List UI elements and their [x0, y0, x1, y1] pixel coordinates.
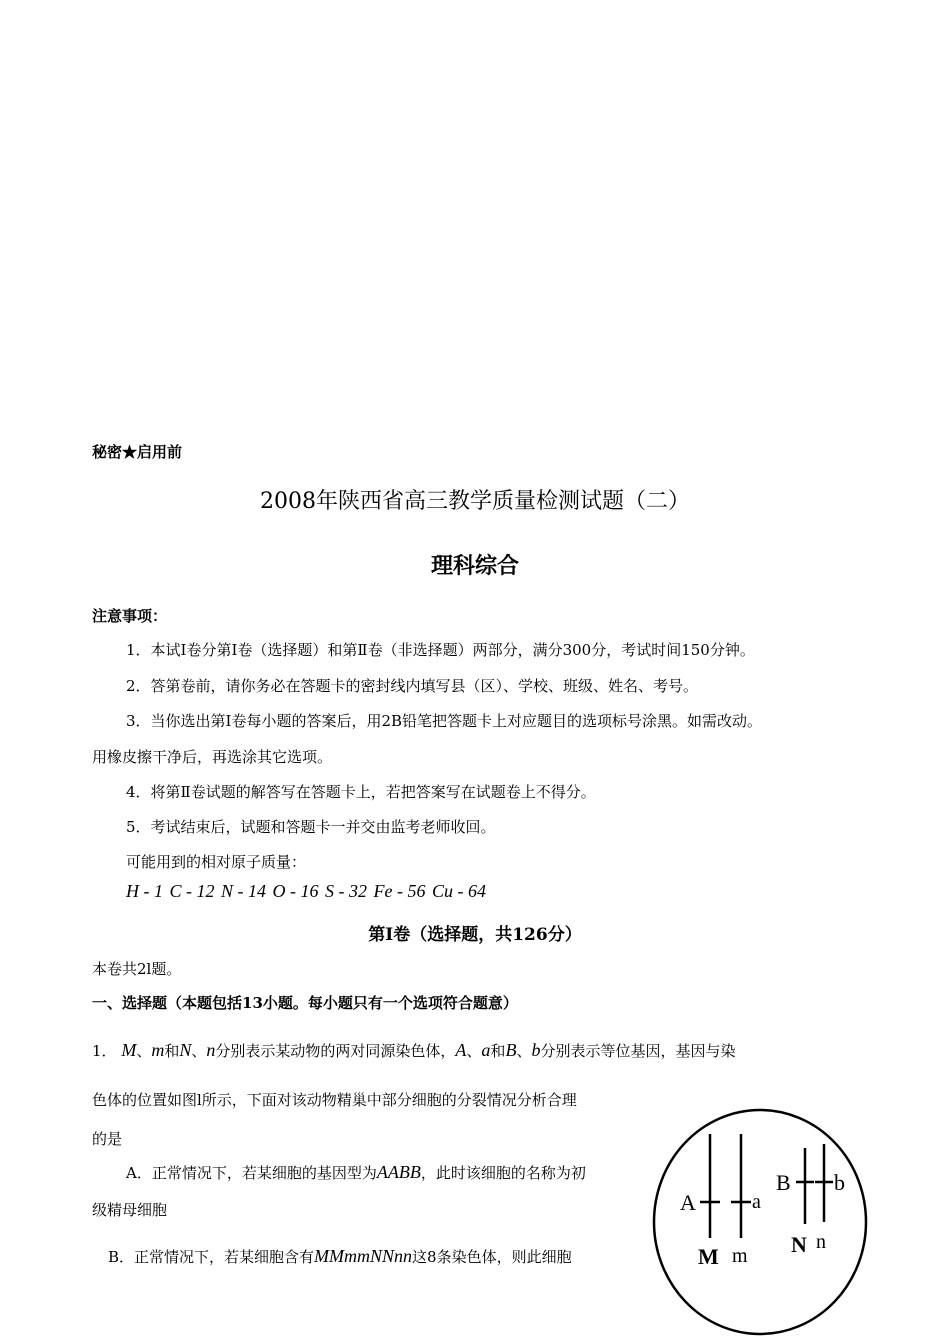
symbol-M: M — [121, 1040, 137, 1060]
question-1-line2: 色体的位置如图l所示，下面对该动物精巢中部分细胞的分裂情况分析合理 — [92, 1091, 577, 1109]
symbol-b: b — [531, 1040, 541, 1060]
symbol-A: A — [455, 1040, 467, 1060]
section-heading: 一、选择题（本题包括13小题。每小题只有一个选项符合题意） — [92, 994, 518, 1012]
label-n: n — [816, 1231, 826, 1253]
label-m: m — [732, 1245, 748, 1267]
cell-outline — [654, 1110, 866, 1334]
mass-o: O - 16 — [272, 881, 319, 901]
question-1-line1 — [92, 1040, 735, 1061]
option-a — [126, 1162, 586, 1183]
q1-text: 分别表示等位基因，基因与染 — [540, 1042, 736, 1060]
notice-item-4: 4．将第Ⅱ卷试题的解答写在答题卡上，若把答案写在试题卷上不得分。 — [126, 783, 596, 801]
atomic-masses — [126, 881, 488, 902]
option-a-text: ，此时该细胞的名称为初 — [420, 1164, 586, 1182]
option-a-cont: 级精母细胞 — [92, 1201, 168, 1219]
question-number: 1． — [92, 1042, 117, 1060]
label-M: M — [698, 1244, 719, 1269]
symbol-N: N — [179, 1040, 192, 1060]
symbol-a: a — [481, 1040, 491, 1060]
label-B: B — [776, 1170, 791, 1195]
option-b-text: 这8条染色体，则此细胞 — [412, 1248, 572, 1266]
sep: 、 — [191, 1042, 207, 1060]
masses-label: 可能用到的相对原子质量： — [126, 853, 307, 871]
label-b: b — [834, 1170, 845, 1195]
notice-heading: 注意事项： — [92, 607, 168, 625]
symbol-B: B — [505, 1040, 517, 1060]
secret-mark: 秘密★启用前 — [92, 443, 183, 461]
notice-item-3-cont: 用橡皮擦干净后，再选涂其它选项。 — [92, 748, 333, 766]
sep: 、 — [136, 1042, 152, 1060]
mass-c: C - 12 — [169, 881, 215, 901]
page-subtitle: 理科综合 — [430, 553, 519, 579]
option-b — [108, 1246, 572, 1267]
option-b-text: B．正常情况下，若某细胞含有 — [108, 1248, 315, 1266]
label-a: a — [752, 1191, 761, 1213]
page-title: 2008年陕西省高三教学质量检测试题（二） — [260, 489, 690, 514]
conj: 和 — [490, 1042, 506, 1060]
sep: 、 — [466, 1042, 482, 1060]
label-A: A — [680, 1190, 696, 1215]
mass-fe: Fe - 56 — [373, 881, 426, 901]
symbol-n: n — [206, 1040, 216, 1060]
notice-item-2: 2．答第卷前，请你务必在答题卡的密封线内填写县（区）、学校、班级、姓名、考号。 — [126, 677, 699, 695]
mass-n: N - 14 — [221, 881, 266, 901]
option-a-text: A．正常情况下，若某细胞的基因型为 — [126, 1164, 377, 1182]
label-N: N — [791, 1232, 807, 1257]
chromosomes: MMmmNNnn — [314, 1246, 413, 1266]
part1-heading: 第Ⅰ卷（选择题，共126分） — [368, 925, 582, 945]
notice-item-5: 5．考试结束后，试题和答题卡一并交由监考老师收回。 — [126, 818, 496, 836]
q1-text: 分别表示某动物的两对同源染色体， — [215, 1042, 456, 1060]
figure-chromosome-diagram — [648, 1098, 872, 1338]
mass-h: H - 1 — [126, 881, 163, 901]
mass-cu: Cu - 64 — [431, 881, 486, 901]
symbol-m: m — [151, 1040, 165, 1060]
mass-s: S - 32 — [325, 881, 367, 901]
sep: 、 — [516, 1042, 532, 1060]
notice-item-1: 1．本试Ⅰ卷分第Ⅰ卷（选择题）和第Ⅱ卷（非选择题）两部分，满分300分，考试时间150分钟。 — [126, 641, 755, 659]
conj: 和 — [164, 1042, 180, 1060]
genotype: AABB — [376, 1162, 421, 1182]
question-1-line3: 的是 — [92, 1130, 123, 1148]
part1-intro: 本卷共2l题。 — [92, 960, 182, 978]
notice-item-3: 3．当你选出第Ⅰ卷每小题的答案后，用2B铅笔把答题卡上对应题目的选项标号涂黑。如需改动。 — [126, 712, 763, 730]
